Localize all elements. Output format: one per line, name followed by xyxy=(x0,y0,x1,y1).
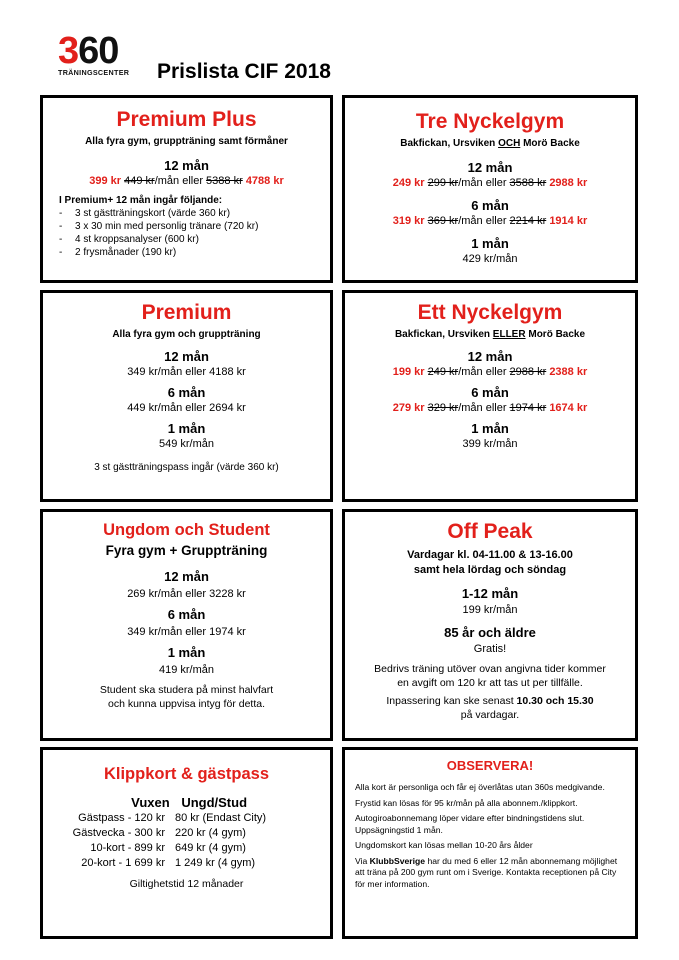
ungdom-subtitle: Fyra gym + Gruppträning xyxy=(105,543,268,558)
logo-number: 3 60 xyxy=(58,30,119,72)
period-label: 12 mån xyxy=(467,160,513,175)
period-label: 1 mån xyxy=(167,421,206,436)
ungdom-note: och kunna uppvisa intyg för detta. xyxy=(107,698,266,710)
list-item: Frystid kan lösas för 95 kr/mån på alla abonnem./klippkort. xyxy=(355,797,578,808)
price-line: 399 kr 449 kr/mån eller 5388 kr 4788 kr xyxy=(89,175,284,187)
price-line: 279 kr 329 kr/mån eller 1974 kr 1674 kr xyxy=(392,402,588,414)
tre-nyckelgym-heading: Tre Nyckelgym xyxy=(415,110,565,133)
price-line: 429 kr/mån xyxy=(462,253,518,265)
period-label: 6 mån xyxy=(167,607,206,622)
ungdom-heading: Ungdom och Student xyxy=(103,521,270,539)
includes-title: I Premium+ 12 mån ingår följande: xyxy=(59,195,223,206)
premium-heading: Premium xyxy=(141,301,232,324)
list-item: - 2 frysmånader (190 kr) xyxy=(59,246,330,259)
price-line: 449 kr/mån eller 2694 kr xyxy=(127,402,246,414)
senior-label: 85 år och äldre xyxy=(444,625,536,640)
period-label: 6 mån xyxy=(471,385,509,400)
premium-subtitle: Alla fyra gym och gruppträning xyxy=(112,329,261,340)
list-item: - 3 x 30 min med personlig tränare (720 kr) xyxy=(59,220,330,233)
table-row: Gästvecka - 300 kr 220 kr (4 gym) xyxy=(72,827,246,839)
price-line: 349 kr/mån eller 1974 kr xyxy=(127,626,246,638)
period-label: 1-12 mån xyxy=(461,586,519,601)
klippkort-validity: Giltighetstid 12 månader xyxy=(129,878,244,890)
ett-nyckelgym-heading: Ett Nyckelgym xyxy=(417,301,563,324)
list-item: Alla kort är personliga och får ej överlåtas utan 360s medgivande. xyxy=(355,782,605,792)
entry-note: på vardagar. xyxy=(460,709,520,721)
period-label: 1 mån xyxy=(471,421,509,436)
col-youth: Ungd/Stud xyxy=(181,795,248,810)
price-line: 249 kr 299 kr/mån eller 3588 kr 2988 kr xyxy=(392,177,588,189)
senior-price: Gratis! xyxy=(473,643,507,655)
price-line: 399 kr/mån xyxy=(462,438,518,450)
col-adult: Vuxen xyxy=(131,795,170,810)
tre-nyckelgym-box xyxy=(342,95,638,283)
off-peak-note: Bedrivs träning utöver ovan angivna tider kommer xyxy=(374,663,606,675)
premium-note: 3 st gästträningspass ingår (värde 360 kr) xyxy=(94,462,279,473)
price-line: 269 kr/mån eller 3228 kr xyxy=(127,588,246,600)
period-label: 1 mån xyxy=(167,645,206,660)
off-peak-heading: Off Peak xyxy=(447,520,533,543)
klippkort-columns xyxy=(43,794,330,811)
list-item: Ungdomskort kan lösas mellan 10-20 års ålder xyxy=(355,840,533,850)
observera-heading: OBSERVERA! xyxy=(446,758,534,773)
period-label: 12 mån xyxy=(164,349,209,364)
premium-plus-subtitle: Alla fyra gym, gruppträning samt förmåner xyxy=(85,136,288,147)
ungdom-note: Student ska studera på minst halvfart xyxy=(99,684,274,696)
page-title: Prislista CIF 2018 xyxy=(157,60,331,83)
ett-nyckelgym-subtitle: Bakfickan, Ursviken ELLER Morö Backe xyxy=(394,329,586,340)
observera-box xyxy=(342,747,638,939)
table-row: Gästpass - 120 kr 80 kr (Endast City) xyxy=(78,812,267,824)
klippkort-heading: Klippkort & gästpass xyxy=(103,765,270,783)
period-label: 6 mån xyxy=(167,385,206,400)
table-row: 10-kort - 899 kr 649 kr (4 gym) xyxy=(90,842,246,854)
list-item: Via KlubbSverige har du med 6 eller 12 mån abonnemang möjlighet att träna på 200 gym runt om i Sverige. Kontakta receptionen på City för mer information. xyxy=(355,855,618,889)
off-peak-box xyxy=(342,509,638,741)
price-line: 419 kr/mån xyxy=(158,664,215,676)
list-item: Autogiroabonnemang löper vidare efter bindningstidens slut. Uppsägningstid 1 mån. xyxy=(355,813,585,835)
premium-plus-heading: Premium Plus xyxy=(116,108,257,131)
list-item: - 4 st kroppsanalyser (600 kr) xyxy=(59,233,330,246)
table-row: 20-kort - 1 699 kr 1 249 kr (4 gym) xyxy=(81,857,256,869)
premium-box xyxy=(40,290,333,502)
off-peak-note: en avgift om 120 kr att tas ut per tillfälle. xyxy=(397,677,583,689)
period-label: 1 mån xyxy=(471,236,509,251)
price-line: 349 kr/mån eller 4188 kr xyxy=(127,366,246,378)
ett-nyckelgym-box xyxy=(342,290,638,502)
list-item: - 3 st gästträningskort (värde 360 kr) xyxy=(59,207,330,220)
tre-nyckelgym-subtitle: Bakfickan, Ursviken OCH Morö Backe xyxy=(400,138,580,149)
period-label: 6 mån xyxy=(471,198,509,213)
klippkort-box xyxy=(40,747,333,939)
off-peak-subtitle: samt hela lördag och söndag xyxy=(413,564,567,576)
off-peak-subtitle: Vardagar kl. 04-11.00 & 13-16.00 xyxy=(407,549,573,561)
price-line: 199 kr/mån xyxy=(462,604,518,616)
entry-note: Inpassering kan ske senast 10.30 och 15.30 xyxy=(386,695,594,707)
logo-subtitle: TRÄNINGSCENTER xyxy=(58,68,130,77)
logo xyxy=(58,30,136,77)
price-line: 319 kr 369 kr/mån eller 2214 kr 1914 kr xyxy=(392,215,588,227)
ungdom-box xyxy=(40,509,333,741)
includes-list xyxy=(43,194,330,259)
period-label: 12 mån xyxy=(164,158,209,173)
price-line: 549 kr/mån xyxy=(158,438,215,450)
period-label: 12 mån xyxy=(164,569,209,584)
observera-list xyxy=(345,774,635,890)
period-label: 12 mån xyxy=(467,349,513,364)
price-line: 199 kr 249 kr/mån eller 2988 kr 2388 kr xyxy=(392,366,588,378)
premium-plus-box xyxy=(40,95,333,283)
